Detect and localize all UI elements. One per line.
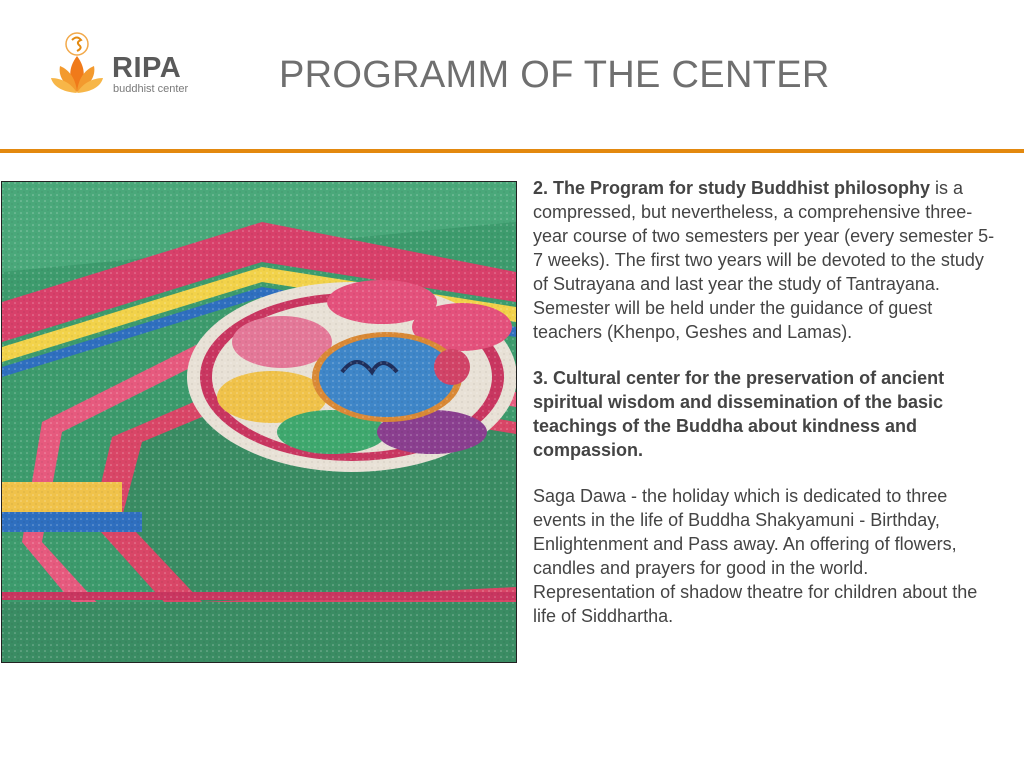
- logo-wordmark: RIPA: [112, 52, 182, 84]
- cultural-center-heading: 3. Cultural center for the preservation of ancient spiritual wisdom and dissemination of the basic teachings of the Buddha about kindness and compassion.: [533, 368, 945, 460]
- program-description: [533, 176, 995, 642]
- mandala-illustration: [2, 182, 516, 662]
- page-title: PROGRAMM OF THE CENTER: [279, 54, 830, 96]
- ripa-logo: [50, 30, 200, 102]
- saga-dawa-paragraph: Saga Dawa - the holiday which is dedicated to three events in the life of Buddha Shakyamuni - Birthday, Enlightenment and Pass away. An offering of flowers, candles and prayers for good in the world. Representation of shadow theatre for children about the life of Siddhartha.: [533, 486, 978, 626]
- logo-subtitle: buddhist center: [113, 83, 189, 95]
- sand-mandala-photo: [1, 181, 517, 663]
- lotus-icon: [50, 30, 110, 102]
- cultural-center-paragraph: [533, 366, 995, 462]
- header-divider: [0, 149, 1024, 153]
- program-study-paragraph: [533, 176, 995, 344]
- program-study-heading: 2. The Program for study Buddhist philosophy: [533, 178, 931, 198]
- program-study-text: is a compressed, but nevertheless, a comprehensive three-year course of two semesters per year (every semester 5-7 weeks). The first two years will be devoted to the study of Sutrayana and last year the study of Tantrayana. Semester will be held under the guidance of guest teachers (Khenpo, Geshes and Lamas).: [533, 178, 995, 342]
- slide-header: [0, 0, 1024, 152]
